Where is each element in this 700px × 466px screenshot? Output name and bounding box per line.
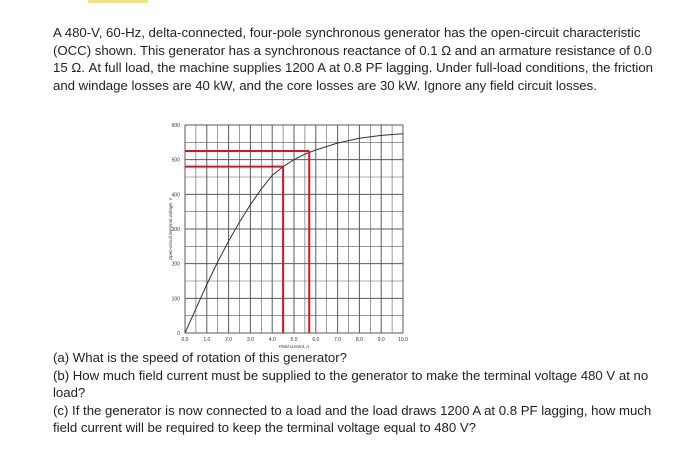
x-tick-label: 0.0 (181, 337, 189, 343)
problem-statement: A 480-V, 60-Hz, delta-connected, four-pole synchronous generator has the open-circuit characteristic (OCC) shown. This generator has a synchronous reactance of 0.1 Ω and an armature resistance of 0.0 15 Ω. At full load, the machine supplies 1200 A at 0.8 PF lagging. Under full-load conditions, the friction and windage losses are 40 kW, and the core losses are 30 kW. Ignore any field circuit losses. (53, 25, 653, 93)
x-tick-label: 5.0 (290, 337, 298, 343)
y-tick-label: 500 (171, 157, 180, 164)
x-tick-label: 7.0 (334, 337, 342, 343)
y-axis-label: Open-circuit terminal voltage, V (168, 197, 173, 261)
x-tick-label: 9.0 (377, 337, 385, 343)
x-tick-label: 1.0 (203, 337, 211, 343)
x-tick-label: 4.0 (268, 337, 276, 343)
y-tick-label: 100 (171, 296, 180, 303)
questions-block (53, 349, 653, 437)
x-tick-label: 3.0 (246, 337, 254, 343)
x-axis-label: Field current, A (278, 344, 310, 349)
y-tick-label: 0 (177, 331, 180, 337)
y-tick-label: 600 (171, 123, 180, 129)
y-tick-label: 200 (171, 261, 180, 268)
x-tick-label: 2.0 (225, 337, 233, 343)
x-tick-label: 10.0 (398, 337, 408, 343)
question-c: (c) If the generator is now connected to a load and the load draws 1200 A at 0.8 PF lagging, how much field current will be required to keep the terminal voltage equal to 480 V? (53, 402, 652, 436)
question-b: (b) How much field current must be supplied to the generator to make the terminal voltage 480 V at no load? (53, 367, 649, 401)
question-a: (a) What is the speed of rotation of this generator? (53, 350, 347, 365)
y-tick-label: 300 (171, 227, 180, 233)
x-tick-label: 6.0 (312, 337, 320, 343)
x-tick-label: 8.0 (355, 337, 363, 343)
y-tick-label: 400 (171, 192, 180, 199)
